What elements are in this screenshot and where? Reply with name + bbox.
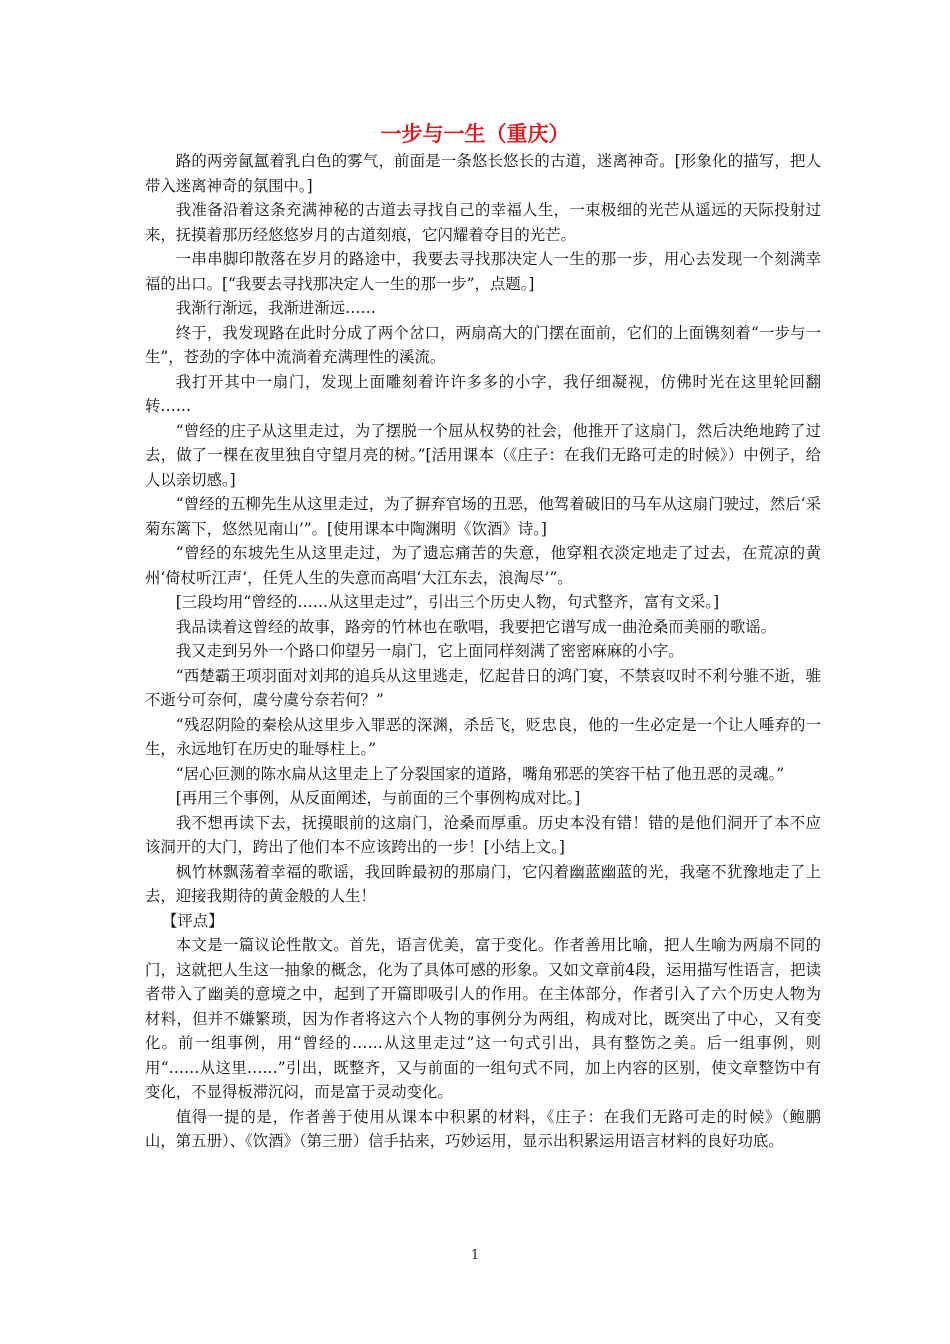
paragraph: 我渐行渐远，我渐进渐远…… (175, 299, 376, 317)
paragraph: 我准备沿着这条充满神秘的古道去寻找自己的幸福人生，一束极细的光芒从遥远的天际投射过来，抚摸着那历经悠悠岁月的古道刻痕，它闪耀着夺目的光芒。 (145, 201, 821, 244)
paragraph: 值得一提的是，作者善于使用从课本中积累的材料，《庄子：在我们无路可走的时候》（鲍鹏山，第五册）、《饮酒》（第三册）信手拈来，巧妙运用，显示出积累运用语言材料的良好功底。 (145, 1107, 821, 1150)
paragraph: 一串串脚印散落在岁月的路途中，我要去寻找那决定人一生的那一步，用心去发现一个刻满幸福的出口。[“我要去寻找那决定人一生的那一步”，点题。] (145, 250, 821, 293)
paragraph: 路的两旁氤氲着乳白色的雾气，前面是一条悠长悠长的古道，迷离神奇。[形象化的描写，把人带入迷离神奇的氛围中。] (145, 152, 821, 195)
page-number: 1 (470, 1248, 480, 1263)
paragraph: [再用三个事例，从反面阐述，与前面的三个事例构成对比。] (175, 789, 581, 807)
paragraph: 我不想再读下去，抚摸眼前的这扇门，沧桑而厚重。历史本没有错！错的是他们洞开了本不应该洞开的大门，跨出了他们本不应该跨出的一步！[小结上文。] (145, 813, 821, 856)
article-body (145, 149, 821, 1154)
paragraph: 我打开其中一扇门，发现上面雕刻着许许多多的小字，我仔细凝视，仿佛时光在这里轮回翻转…… (145, 372, 821, 415)
paragraph: 终于，我发现路在此时分成了两个岔口，两扇高大的门摆在面前，它们的上面镌刻着“一步与一生”，苍劲的字体中流淌着充满理性的溪流。 (145, 323, 821, 366)
paragraph: 我品读着这曾经的故事，路旁的竹林也在歌唱，我要把它谱写成一曲沧桑而美丽的歌谣。 (175, 617, 777, 636)
paragraph: [三段均用“曾经的……从这里走过”，引出三个历史人物，句式整齐，富有文采。] (175, 593, 720, 611)
paragraph: 本文是一篇议论性散文。首先，语言优美，富于变化。作者善用比喻，把人生喻为两扇不同的门，这就把人生这一抽象的概念，化为了具体可感的形象。又如文章前4段，运用描写性语言，把读者带入了幽美的意境之中，起到了开篇即吸引人的作用。在主体部分，作者引入了六个历史人物为材料，但并不嫌繁琐，因为作者将这六个人物的事例分为两组，构成对比，既突出了中心，又有变化。前一组事例，用“曾经的……从这里走过”这一句式引出，具有整饬之美。后一组事例，则用“……从这里……”引出，既整齐，又与前面的一组句式不同，加上内容的区别，使文章整饬中有变化，不显得板滞沉闷，而是富于灵动变化。 (145, 936, 821, 1101)
page-title: 一步与一生（重庆） (380, 121, 570, 146)
paragraph: “西楚霸王项羽面对刘邦的追兵从这里逃走，忆起昔日的鸿门宴，不禁哀叹时不利兮骓不逝，骓不逝兮可奈何，虞兮虞兮奈若何？” (145, 666, 821, 709)
paragraph: “居心叵测的陈水扁从这里走上了分裂国家的道路，嘴角邪恶的笑容干枯了他丑恶的灵魂。” (175, 764, 785, 783)
paragraph: “曾经的五柳先生从这里走过，为了摒弃官场的丑恶，他驾着破旧的马车从这扇门驶过，然后‘采菊东篱下，悠然见南山’”。[使用课本中陶渊明《饮酒》诗。] (145, 495, 821, 538)
paragraph: 枫竹林飘荡着幸福的歌谣，我回眸最初的那扇门，它闪着幽蓝幽蓝的光，我毫不犹豫地走了上去，迎接我期待的黄金般的人生！ (145, 862, 821, 905)
commentary-heading: 【评点】 (161, 911, 224, 930)
paragraph: “曾经的庄子从这里走过，为了摆脱一个屈从权势的社会，他推开了这扇门，然后决绝地跨了过去，做了一棵在夜里独自守望月亮的树。”[活用课本（《庄子：在我们无路可走的时候》）中例子，给人以亲切感。] (145, 421, 821, 489)
paragraph: “曾经的东坡先生从这里走过，为了遗忘痛苦的失意，他穿粗衣淡定地走了过去，在荒凉的黄州‘倚杖听江声’，任凭人生的失意而高唱‘大江东去，浪淘尽’”。 (145, 544, 821, 587)
paragraph: “残忍阴险的秦桧从这里步入罪恶的深渊，杀岳飞，贬忠良，他的一生必定是一个让人唾弃的一生，永远地钉在历史的耻辱柱上。” (145, 715, 821, 758)
paragraph: 我又走到另外一个路口仰望另一扇门，它上面同样刻满了密密麻麻的小字。 (175, 642, 684, 660)
